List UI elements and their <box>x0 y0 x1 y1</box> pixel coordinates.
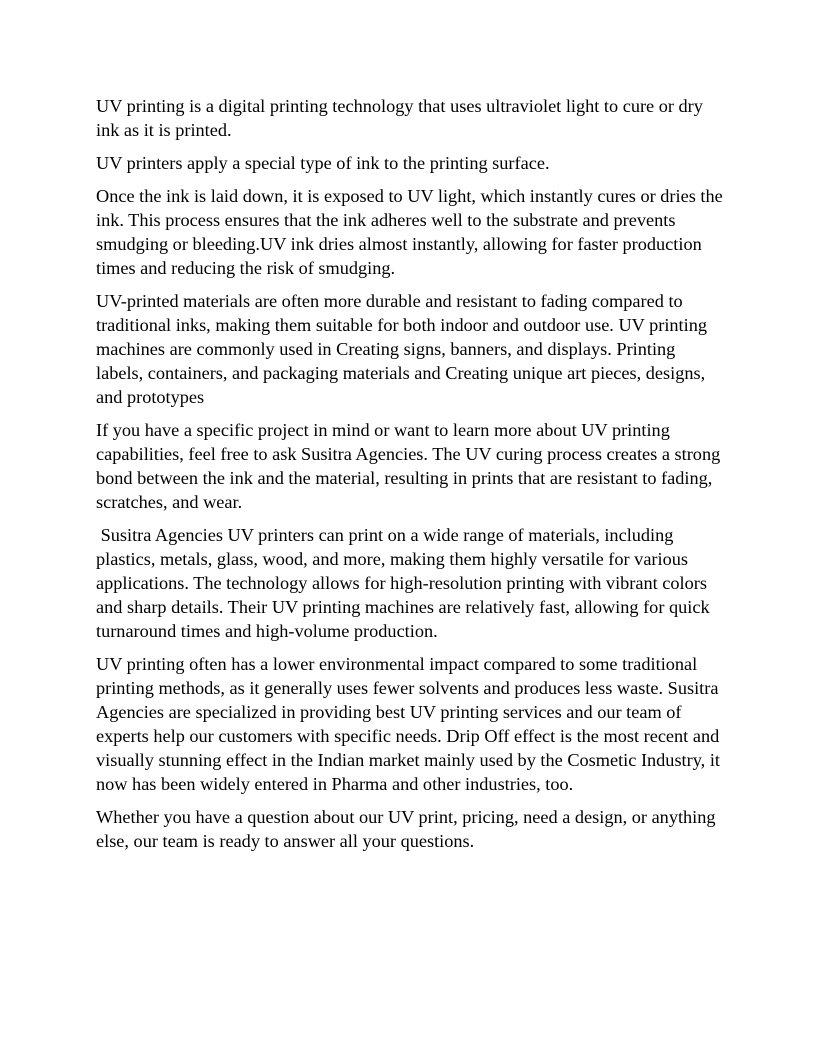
paragraph-durability: UV-printed materials are often more durable and resistant to fading compared to traditional inks, making them suitable for both indoor and outdoor use. UV printing machines are commonly used in Creating signs, banners, and displays. Printing labels, containers, and packaging materials and Creating unique art pieces, designs, and prototypes <box>96 291 712 407</box>
paragraph-intro: UV printing is a digital printing technology that uses ultraviolet light to cure or dry ink as it is printed. <box>96 96 708 140</box>
paragraph-contact: Whether you have a question about our UV print, pricing, need a design, or anything else, our team is ready to answer all your questions. <box>96 807 721 851</box>
paragraph-environment: UV printing often has a lower environmental impact compared to some traditional printing methods, as it generally uses fewer solvents and produces less waste. Susitra Agencies are specialized in providing best UV printing services and our team of experts help our customers with specific needs. Drip Off effect is the most recent and visually stunning effect in the Indian market mainly used by the Cosmetic Industry, it now has been widely entered in Pharma and other industries, too. <box>96 654 725 794</box>
paragraph-ink-application: UV printers apply a special type of ink to the printing surface. <box>96 153 550 173</box>
paragraph-materials: Susitra Agencies UV printers can print on a wide range of materials, including plastics, metals, glass, wood, and more, making them highly versatile for various applications. The technology allows for high-resolution printing with vibrant colors and sharp details. Their UV printing machines are relatively fast, allowing for quick turnaround times and high-volume production. <box>96 525 715 641</box>
paragraph-curing: Once the ink is laid down, it is exposed to UV light, which instantly cures or dries the ink. This process ensures that the ink adheres well to the substrate and prevents smudging or bleeding.UV ink dries almost instantly, allowing for faster production times and reducing the risk of smudging. <box>96 186 728 278</box>
document-body <box>96 94 728 862</box>
paragraph-project-inquiry: If you have a specific project in mind or want to learn more about UV printing capabilities, feel free to ask Susitra Agencies. The UV curing process creates a strong bond between the ink and the material, resulting in prints that are resistant to fading, scratches, and wear. <box>96 420 725 512</box>
